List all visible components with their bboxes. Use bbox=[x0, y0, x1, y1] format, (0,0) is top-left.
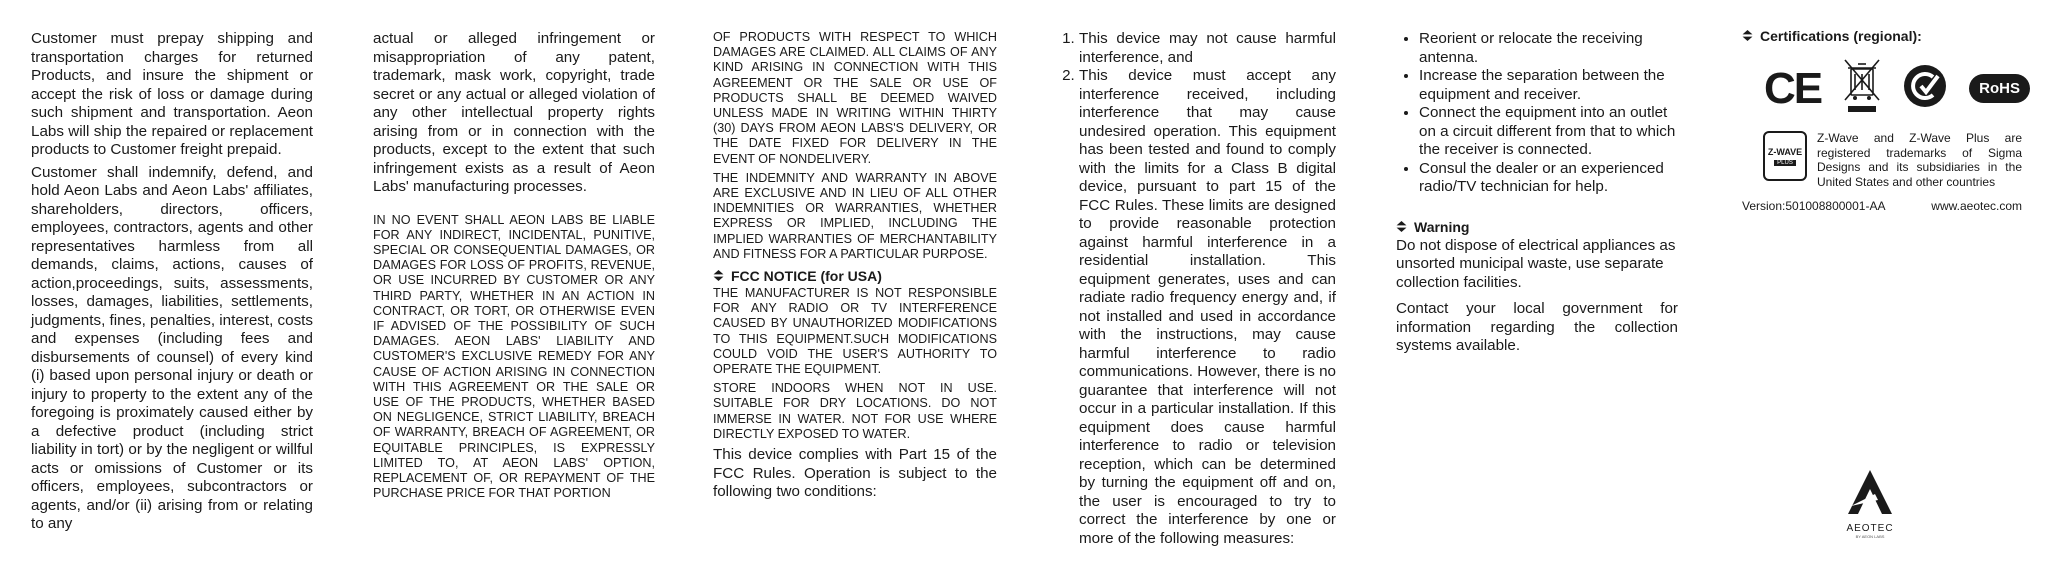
c-tick-mark-icon bbox=[1903, 64, 1947, 113]
website-url: www.aeotec.com bbox=[1931, 199, 2022, 213]
fcc-compliance-paragraph: This device complies with Part 15 of the FCC Rules. Operation is subject to the following two conditions: bbox=[713, 446, 997, 501]
infringement-paragraph: actual or alleged infringement or misappropriation of any patent, trademark, mask work, copyright, trade secret or any actual or alleged violation of any other intellectual property rights arising from or in connection with the products, except to the extent that such infringement exists as a result of Aeon Labs' manufacturing processes. bbox=[373, 30, 655, 195]
list-item: • Reorient or relocate the receiving antenna. bbox=[1419, 30, 1678, 67]
list-item: • Increase the separation between the equipment and receiver. bbox=[1419, 67, 1678, 104]
brand-tagline: BY AEON LABS bbox=[1855, 534, 1885, 539]
zwave-logo-text: Z-WAVE bbox=[1767, 146, 1803, 157]
column-1 bbox=[31, 30, 313, 534]
fcc-notice-title: FCC NOTICE (for USA) bbox=[731, 268, 882, 285]
section-marker-icon bbox=[1396, 219, 1414, 235]
aeotec-logo-icon bbox=[1845, 468, 1895, 516]
column-4 bbox=[1060, 30, 1336, 548]
fcc-notice-heading bbox=[713, 268, 997, 284]
column-3 bbox=[713, 30, 997, 502]
manufacturer-paragraph: THE MANUFACTURER IS NOT RESPONSIBLE FOR ANY RADIO OR TV INTERFERENCE CAUSED BY UNAUTHORIZED MODIFICATIONS TO THIS EQUIPMENT.SUCH MODIFICATIONS COULD VOID THE USER'S AUTHORITY TO OPERATE THE EQUIPMENT. bbox=[713, 286, 997, 377]
list-item: 1. This device may not cause harmful interference, and bbox=[1079, 30, 1336, 67]
disposal-paragraph: Do not dispose of electrical appliances as unsorted municipal waste, use separate collection facilities. bbox=[1396, 236, 1676, 291]
aeotec-logo bbox=[1840, 468, 1900, 539]
store-indoors-paragraph: STORE INDOORS WHEN NOT IN USE. SUITABLE FOR DRY LOCATIONS. DO NOT IMMERSE IN WATER. NOT FOR USE WHERE DIRECTLY EXPOSED TO WATER. bbox=[713, 381, 997, 441]
column-2 bbox=[373, 30, 655, 501]
section-marker-icon bbox=[1742, 28, 1760, 44]
measures-list bbox=[1396, 30, 1678, 197]
warning-heading bbox=[1396, 219, 1678, 235]
section-marker-icon bbox=[713, 268, 731, 284]
column-6 bbox=[1742, 28, 2022, 213]
ce-mark-icon: CE bbox=[1764, 63, 1822, 113]
zwave-trademark-text: Z-Wave and Z-Wave Plus are registered trademarks of Sigma Designs and its subsidiaries in the United States and other countries bbox=[1817, 131, 2022, 189]
zwave-plus-logo-icon bbox=[1763, 131, 1807, 181]
zwave-row bbox=[1763, 131, 2022, 189]
version-row bbox=[1742, 199, 2022, 213]
claims-paragraph: OF PRODUCTS WITH RESPECT TO WHICH DAMAGES ARE CLAIMED. ALL CLAIMS OF ANY KIND ARISING IN CONNECTION WITH THIS AGREEMENT OR THE SALE OR USE OF PRODUCTS SHALL BE DEEMED WAIVED UNLESS MADE IN WRITING WITHIN THIRTY (30) DAYS FROM AEON LABS'S DELIVERY, OR THE DATE FIXED FOR DELIVERY IN THE EVENT OF NONDELIVERY. bbox=[713, 30, 997, 166]
fcc-conditions-list bbox=[1060, 30, 1336, 548]
return-shipping-paragraph: Customer must prepay shipping and transportation charges for returned Products, and insure the shipment or accept the risk of loss or damage during such shipment and transportation. Aeon Labs will ship the repaired or replacement products to Customer freight prepaid. bbox=[31, 30, 313, 158]
certifications-heading bbox=[1742, 28, 2022, 44]
exclusive-warranty-paragraph: THE INDEMNITY AND WARRANTY IN ABOVE ARE EXCLUSIVE AND IN LIEU OF ALL OTHER INDEMNITIES OR WARRANTIES, WHETHER EXPRESS OR IMPLIED, INCLUDING THE IMPLIED WARRANTIES OF MERCHANTABILITY AND FITNESS FOR A PARTICULAR PURPOSE. bbox=[713, 170, 997, 261]
list-item: • Connect the equipment into an outlet on a circuit different from that to which the receiver is connected. bbox=[1419, 104, 1678, 160]
warning-title: Warning bbox=[1414, 218, 1470, 235]
column-5 bbox=[1396, 30, 1678, 356]
indemnify-paragraph: Customer shall indemnify, defend, and hold Aeon Labs and Aeon Labs' affiliates, shareholders, directors, officers, employees, contractors, agents and other representatives harmless from all demands, claims, actions, causes of action,proceedings, suits, assessments, losses, damages, liabilities, settlements, judgments, fines, penalties, interest, costs and expenses (including fees and disbursements of counsel) of every kind (i) based upon personal injury or death or injury to property to the extent any of the foregoing is proximately caused either by a defective product (including strict liability in tort) or by the negligent or willful acts or omissions of Customer or its officers, employees, subcontractors or agents, and/or (ii) arising from or relating to any bbox=[31, 163, 313, 532]
contact-government-paragraph: Contact your local government for information regarding the collection systems available. bbox=[1396, 300, 1678, 354]
zwave-logo-plus: PLUS bbox=[1774, 160, 1796, 166]
brand-name: AEOTEC bbox=[1846, 523, 1894, 534]
certifications-title: Certifications (regional): bbox=[1760, 28, 1922, 44]
list-item: • Consul the dealer or an experienced radio/TV technician for help. bbox=[1419, 160, 1678, 197]
list-item: 2. This device must accept any interference received, including interference that may cause undesired operation. This equipment has been tested and found to comply with the limits for a Class B digital device, pursuant to part 15 of the FCC Rules. These limits are designed to provide reasonable protection against harmful interference in a residential installation. This equipment generates, uses and can radiate radio frequency energy and, if not installed and used in accordance with the instructions, may cause harmful interference to radio communications. However, there is no guarantee that interference will not occur in a particular installation. If this equipment does cause harmful interference to radio or television reception, which can be determined by turning the equipment off and on, the user is encouraged to try to correct the interference by one or more of the following measures: bbox=[1079, 67, 1336, 548]
version-number: Version:501008800001-AA bbox=[1742, 199, 1886, 213]
liability-paragraph: IN NO EVENT SHALL AEON LABS BE LIABLE FOR ANY INDIRECT, INCIDENTAL, PUNITIVE, SPECIAL OR CONSEQUENTIAL DAMAGES, OR DAMAGES FOR LOSS OF PROFITS, REVENUE, OR USE INCURRED BY CUSTOMER OR ANY THIRD PARTY, WHETHER IN AN ACTION IN CONTRACT, OR TORT, OR OTHERWISE EVEN IF ADVISED OF THE POSSIBILITY OF SUCH DAMAGES. AEON LABS' LIABILITY AND CUSTOMER'S EXCLUSIVE REMEDY FOR ANY CAUSE OF ACTION ARISING IN CONNECTION WITH THIS AGREEMENT OR THE SALE OR USE OF THE PRODUCTS, WHETHER BASED ON NEGLIGENCE, STRICT LIABILITY, BREACH OF WARRANTY, BREACH OF AGREEMENT, OR EQUITABLE PRINCIPLES, IS EXPRESSLY LIMITED TO, AT AEON LABS' OPTION, REPLACEMENT OF, OR REPAYMENT OF THE PURCHASE PRICE FOR THAT PORTION bbox=[373, 212, 655, 501]
rohs-badge-icon: RoHS bbox=[1969, 74, 2030, 103]
certification-logos bbox=[1764, 58, 2022, 119]
weee-bin-icon bbox=[1843, 58, 1881, 119]
